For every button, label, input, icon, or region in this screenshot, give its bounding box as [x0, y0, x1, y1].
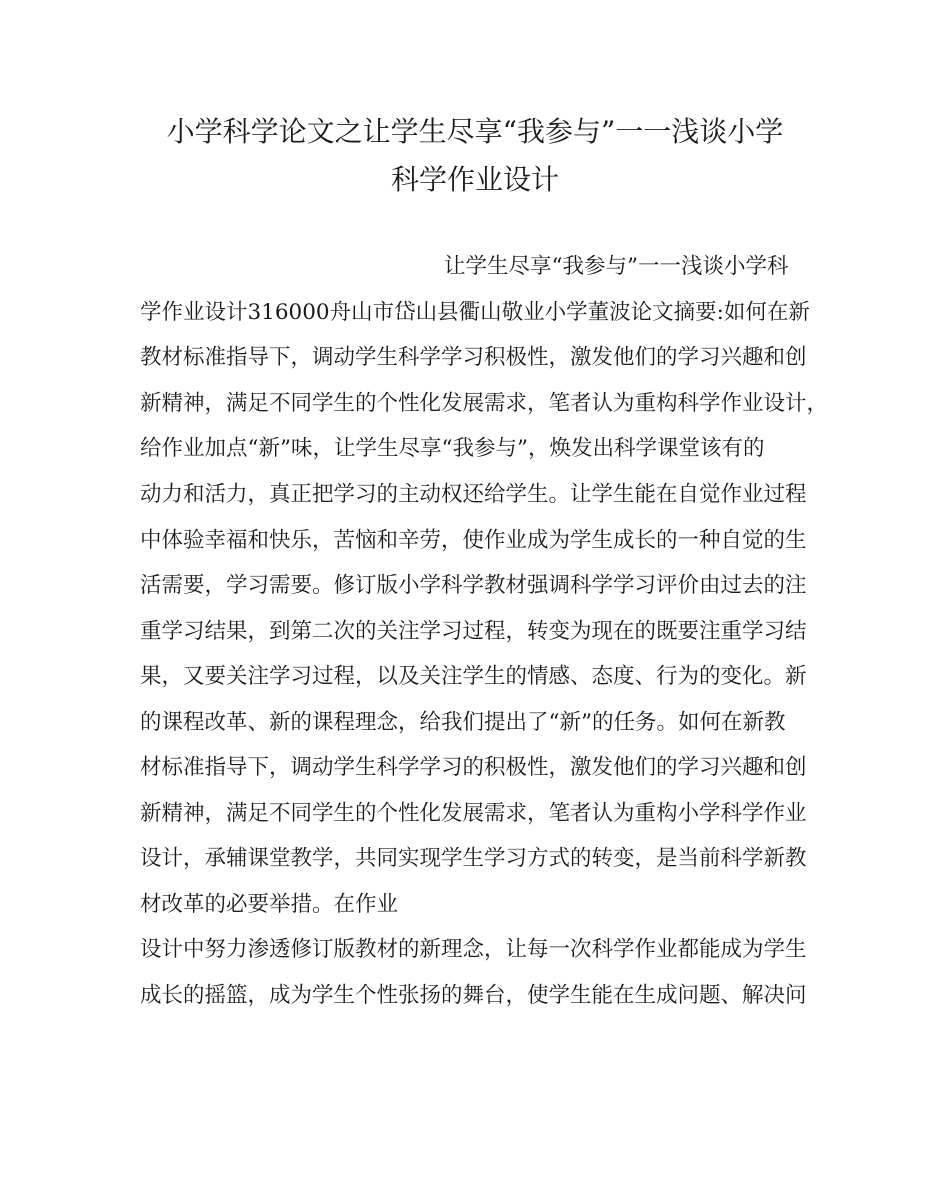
body-line-13: 新精神，满足不同学生的个性化发展需求，笔者认为重构小学科学作业 [140, 801, 807, 826]
body-line-17: 成长的摇篮，成为学生个性张扬的舞台，使学生能在生成问题、解决问 [140, 983, 807, 1008]
body-line-4: 新精神，满足不同学生的个性化发展需求，笔者认为重构科学作业设计， [140, 391, 829, 416]
body-line-12: 材标准指导下，调动学生科学学习的积极性，激发他们的学习兴趣和创 [140, 755, 807, 780]
title-line-1: 小学科学论文之让学生尽享“我参与”一一浅谈小学 [166, 115, 784, 148]
body-line-9: 重学习结果，到第二次的关注学习过程，转变为现在的既要注重学习结 [140, 619, 807, 644]
body-line-5: 给作业加点“新”味，让学生尽享“我参与”，焕发出科学课堂该有的 [140, 436, 765, 461]
body-line-14: 设计，承辅课堂教学，共同实现学生学习方式的转变，是当前科学新教 [140, 846, 807, 871]
body-line-11: 的课程改革、新的课程理念，给我们提出了“新”的任务。如何在新教 [140, 710, 786, 735]
body-line-2: 学作业设计316000舟山市岱山县衢山敬业小学董波论文摘要:如何在新 [140, 300, 810, 325]
body-line-3: 教材标准指导下，调动学生科学学习积极性，激发他们的学习兴趣和创 [140, 345, 807, 370]
body-line-1: 让学生尽享“我参与”一一浅谈小学科 [444, 254, 789, 279]
body-line-16: 设计中努力渗透修订版教材的新理念，让每一次科学作业都能成为学生 [140, 937, 807, 962]
body-line-8: 活需要，学习需要。修订版小学科学教材强调科学学习评价由过去的注 [140, 573, 807, 598]
body-line-15: 材改革的必要举措。在作业 [140, 892, 399, 917]
body-line-7: 中体验幸福和快乐，苦恼和辛劳，使作业成为学生成长的一种自觉的生 [140, 528, 807, 553]
body-line-6: 动力和活力，真正把学习的主动权还给学生。让学生能在自觉作业过程 [140, 482, 807, 507]
body-line-10: 果，又要关注学习过程，以及关注学生的情感、态度、行为的变化。新 [140, 664, 807, 689]
title-line-2: 科学作业设计 [390, 163, 559, 196]
document-title [140, 108, 810, 204]
